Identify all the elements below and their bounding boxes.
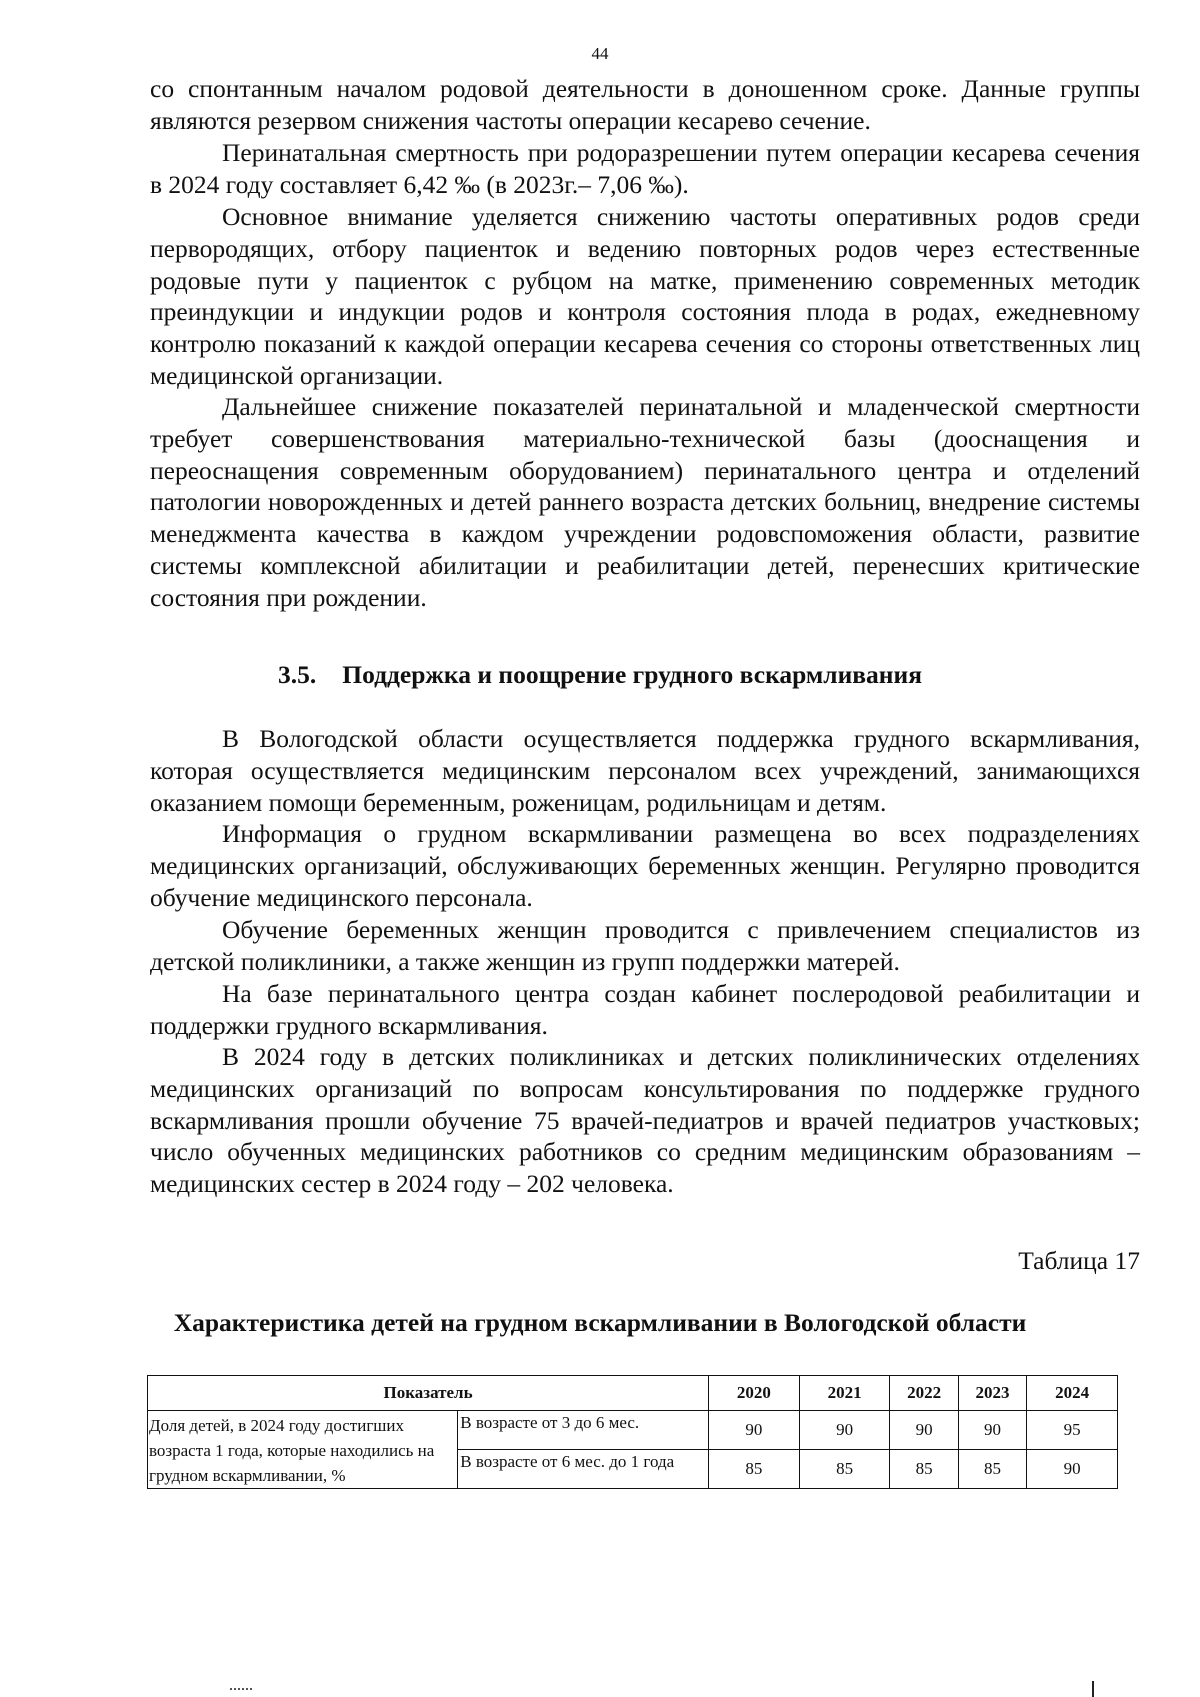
header-indicator: Показатель bbox=[148, 1376, 709, 1411]
paragraph: В 2024 году в детских поликлиниках и детских поликлинических отделениях медицинских организаций по вопросам консультирования по поддержке грудного вскармливания прошли обучение 75 врачей-педиатров и врачей педиатров участковых; число обученных медицинских работников со средним медицинским образованиям – медицинских сестер в 2024 году – 202 человека. bbox=[150, 1042, 1140, 1199]
value-cell: 95 bbox=[1027, 1411, 1118, 1450]
value-cell: 85 bbox=[799, 1450, 890, 1489]
table-header-row bbox=[148, 1376, 1118, 1411]
page-number: 44 bbox=[591, 44, 609, 63]
table-title: Характеристика детей на грудном вскармливании в Вологодской области bbox=[173, 1308, 1027, 1337]
value-cell: 85 bbox=[709, 1450, 800, 1489]
header-year: 2022 bbox=[890, 1376, 958, 1411]
section-heading bbox=[0, 659, 1200, 691]
header-year: 2021 bbox=[799, 1376, 890, 1411]
age-cell: В возрасте от 6 мес. до 1 года bbox=[458, 1450, 709, 1489]
breastfeeding-table bbox=[147, 1375, 1118, 1489]
paragraph: Обучение беременных женщин проводится с привлечением специалистов из детской поликлиники, а также женщин из групп поддержки матерей. bbox=[150, 915, 1140, 976]
paragraph: Дальнейшее снижение показателей перинатальной и младенческой смертности требует совершенствования материально-технической базы (дооснащения и переоснащения современным оборудованием) перинатального центра и отделений патологии новорожденных и детей раннего возраста детских больниц, внедрение системы менеджмента качества в каждом учреждении родовспоможения области, развитие системы комплексной абилитации и реабилитации детей, перенесших критические состояния при рождении. bbox=[150, 392, 1140, 612]
section-title: Поддержка и поощрение грудного вскармливания bbox=[342, 660, 922, 689]
paragraph: Основное внимание уделяется снижению частоты оперативных родов среди первородящих, отбору пациенток и ведению повторных родов через естественные родовые пути у пациенток с рубцом на матке, применению современных методик преиндукции и индукции родов и контроля состояния плода в родах, ежедневному контролю показаний к каждой операции кесарева сечения со стороны ответственных лиц медицинской организации. bbox=[150, 202, 1140, 390]
header-year: 2023 bbox=[958, 1376, 1026, 1411]
value-cell: 90 bbox=[709, 1411, 800, 1450]
value-cell: 90 bbox=[890, 1411, 958, 1450]
section-number: 3.5. bbox=[278, 660, 317, 689]
paragraph: Информация о грудном вскармливании размещена во всех подразделениях медицинских организаций, обслуживающих беременных женщин. Регулярно проводится обучение медицинского персонала. bbox=[150, 819, 1140, 912]
value-cell: 90 bbox=[1027, 1450, 1118, 1489]
paragraph: со спонтанным началом родовой деятельности в доношенном сроке. Данные группы являются резервом снижения частоты операции кесарево сечение. bbox=[150, 74, 1140, 135]
table-row bbox=[148, 1411, 1118, 1450]
scan-mark bbox=[1092, 1681, 1094, 1697]
header-year: 2024 bbox=[1027, 1376, 1118, 1411]
paragraph: В Вологодской области осуществляется поддержка грудного вскармливания, которая осуществляется медицинским персоналом всех учреждений, занимающихся оказанием помощи беременным, роженицам, родильницам и детям. bbox=[150, 724, 1140, 817]
metric-cell: Доля детей, в 2024 году достигших возраста 1 года, которые находились на грудном вскармливании, % bbox=[148, 1411, 458, 1489]
table-label: Таблица 17 bbox=[1018, 1246, 1140, 1275]
value-cell: 85 bbox=[890, 1450, 958, 1489]
header-year: 2020 bbox=[709, 1376, 800, 1411]
age-cell: В возрасте от 3 до 6 мес. bbox=[458, 1411, 709, 1450]
paragraph: Перинатальная смертность при родоразрешении путем операции кесарева сечения в 2024 году составляет 6,42 ‰ (в 2023г.– 7,06 ‰). bbox=[150, 138, 1140, 199]
value-cell: 90 bbox=[958, 1411, 1026, 1450]
paragraph: На базе перинатального центра создан кабинет послеродовой реабилитации и поддержки грудного вскармливания. bbox=[150, 979, 1140, 1040]
value-cell: 90 bbox=[799, 1411, 890, 1450]
scan-mark bbox=[230, 1688, 252, 1692]
value-cell: 85 bbox=[958, 1450, 1026, 1489]
